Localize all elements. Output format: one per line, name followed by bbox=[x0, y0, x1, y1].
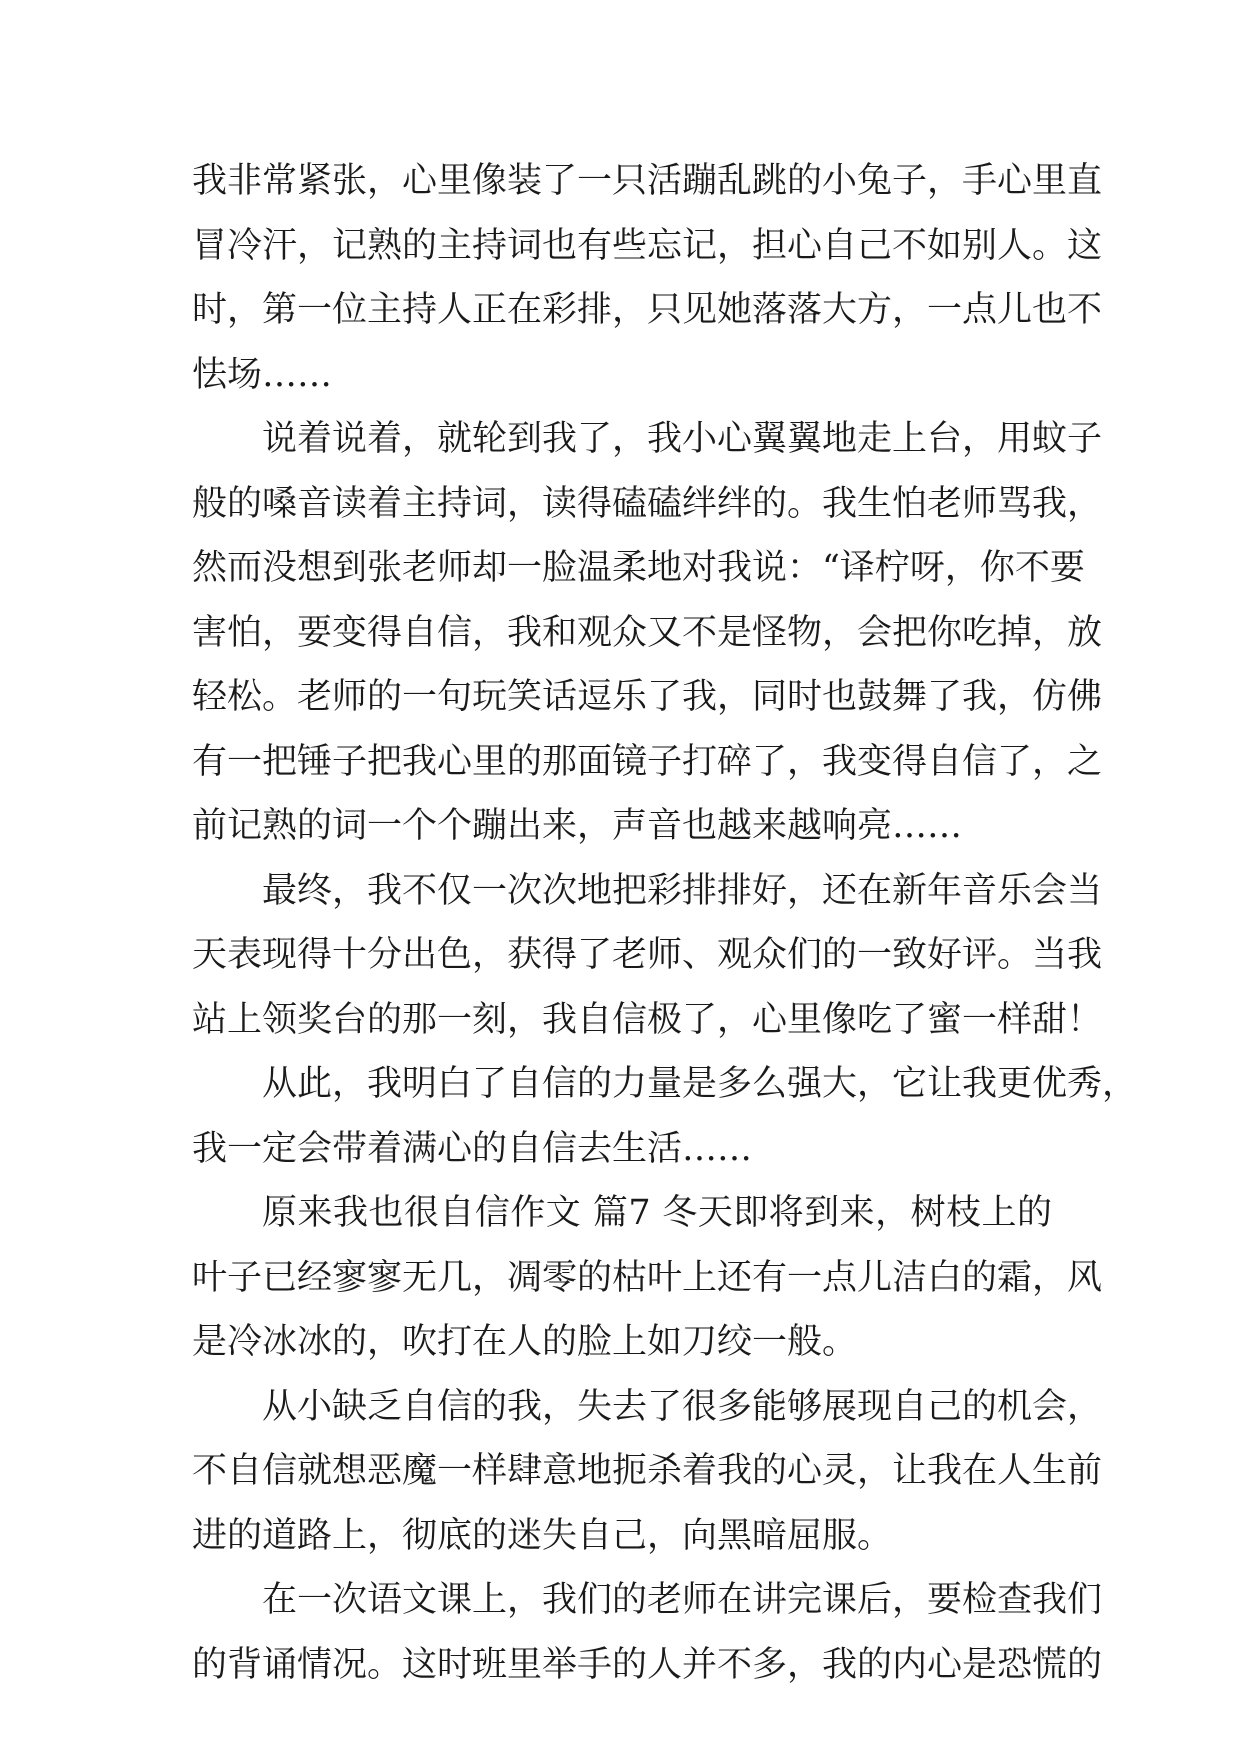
text-line: 轻松。老师的一句玩笑话逗乐了我，同时也鼓舞了我，仿佛 bbox=[192, 677, 1103, 717]
text-line: 然而没想到张老师却一脸温柔地对我说：“译柠呀，你不要 bbox=[192, 548, 1085, 588]
text-line: 有一把锤子把我心里的那面镜子打碎了，我变得自信了，之 bbox=[192, 741, 1103, 782]
text-line: 怯场…… bbox=[192, 354, 333, 395]
text-line: 我一定会带着满心的自信去生活…… bbox=[192, 1128, 753, 1169]
text-line: 进的道路上，彻底的迷失自己，向黑暗屈服。 bbox=[192, 1515, 893, 1556]
text-line: 害怕，要变得自信，我和观众又不是怪物，会把你吃掉，放 bbox=[192, 612, 1103, 653]
text-line: 般的嗓音读着主持词，读得磕磕绊绊的。我生怕老师骂我， bbox=[192, 483, 1103, 524]
text-line: 时，第一位主持人正在彩排，只见她落落大方，一点儿也不 bbox=[192, 290, 1103, 330]
text-line: 不自信就想恶魔一样肆意地扼杀着我的心灵，让我在人生前 bbox=[192, 1451, 1103, 1491]
text-line: 最终，我不仅一次次地把彩排排好，还在新年音乐会当 bbox=[262, 870, 1103, 911]
text-line: 天表现得十分出色，获得了老师、观众们的一致好评。当我 bbox=[192, 935, 1103, 975]
text-line: 在一次语文课上，我们的老师在讲完课后，要检查我们 bbox=[262, 1580, 1103, 1620]
text-line: 从此，我明白了自信的力量是多么强大，它让我更优秀， bbox=[262, 1064, 1138, 1104]
text-line: 从小缺乏自信的我，失去了很多能够展现自己的机会， bbox=[262, 1386, 1103, 1427]
document-body bbox=[192, 149, 1138, 1697]
text-line: 说着说着，就轮到我了，我小心翼翼地走上台，用蚊子 bbox=[262, 419, 1103, 459]
text-line: 我非常紧张，心里像装了一只活蹦乱跳的小兔子，手心里直 bbox=[192, 161, 1103, 201]
text-line: 的背诵情况。这时班里举手的人并不多，我的内心是恐慌的 bbox=[192, 1644, 1103, 1685]
text-line: 前记熟的词一个个蹦出来，声音也越来越响亮…… bbox=[192, 806, 963, 846]
text-line: 站上领奖台的那一刻，我自信极了，心里像吃了蜜一样甜！ bbox=[192, 999, 1103, 1040]
text-line: 冒冷汗，记熟的主持词也有些忘记，担心自己不如别人。这 bbox=[192, 225, 1103, 266]
text-line: 原来我也很自信作文 篇7 冬天即将到来，树枝上的 bbox=[262, 1193, 1052, 1233]
text-line: 是冷冰冰的，吹打在人的脸上如刀绞一般。 bbox=[192, 1322, 858, 1362]
text-line: 叶子已经寥寥无几，凋零的枯叶上还有一点儿洁白的霜，风 bbox=[192, 1257, 1103, 1298]
